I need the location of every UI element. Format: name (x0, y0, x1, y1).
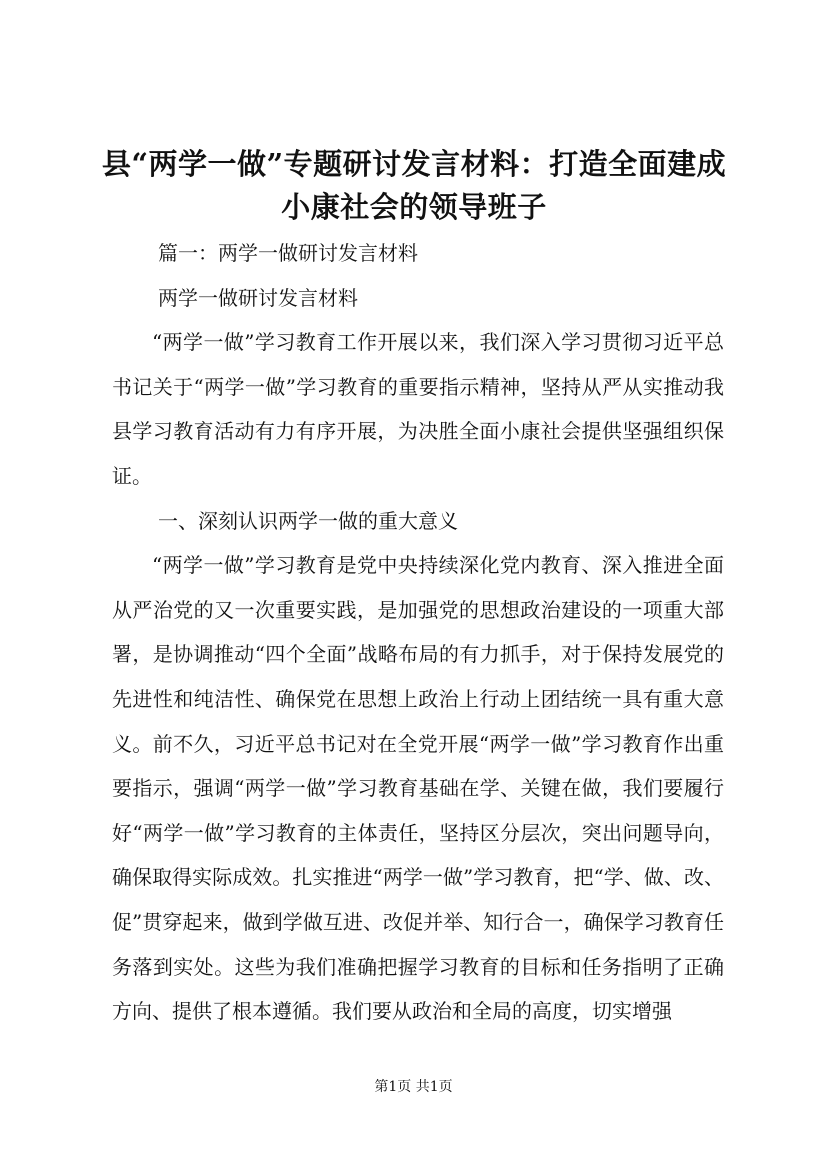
document-title: 县“两学一做”专题研讨发言材料：打造全面建成小康社会的领导班子 (101, 147, 727, 224)
document-body (112, 231, 724, 1034)
page-number: 第1页 共1页 (374, 1079, 453, 1095)
section-heading: 篇一：两学一做研讨发言材料 (158, 241, 418, 265)
section-heading: 一、深刻认识两学一做的重大意义 (158, 508, 458, 533)
subtitle: 两学一做研讨发言材料 (158, 285, 358, 310)
paragraph: “两学一做”学习教育工作开展以来，我们深入学习贯彻习近平总书记关于“两学一做”学习教育的重要指示精神，坚持从严从实推动我县学习教育活动有力有序开展，为决胜全面小康社会提供坚强组织保证。 (112, 330, 724, 488)
paragraph: “两学一做”学习教育是党中央持续深化党内教育、深入推进全面从严治党的又一次重要实践，是加强党的思想政治建设的一项重大部署，是协调推动“四个全面”战略布局的有力抓手，对于保持发展党的先进性和纯洁性、确保党在思想上政治上行动上团结统一具有重大意义。前不久，习近平总书记对在全党开展“两学一做”学习教育作出重要指示，强调“两学一做”学习教育基础在学、关键在做，我们要履行好“两学一做”学习教育的主体责任，坚持区分层次，突出问题导向，确保取得实际成效。扎实推进“两学一做”学习教育，把“学、做、改、促”贯穿起来，做到学做互进、改促并举、知行合一，确保学习教育任务落到实处。这些为我们准确把握学习教育的目标和任务指明了正确方向、提供了根本遵循。我们要从政治和全局的高度，切实增强 (112, 553, 724, 1024)
